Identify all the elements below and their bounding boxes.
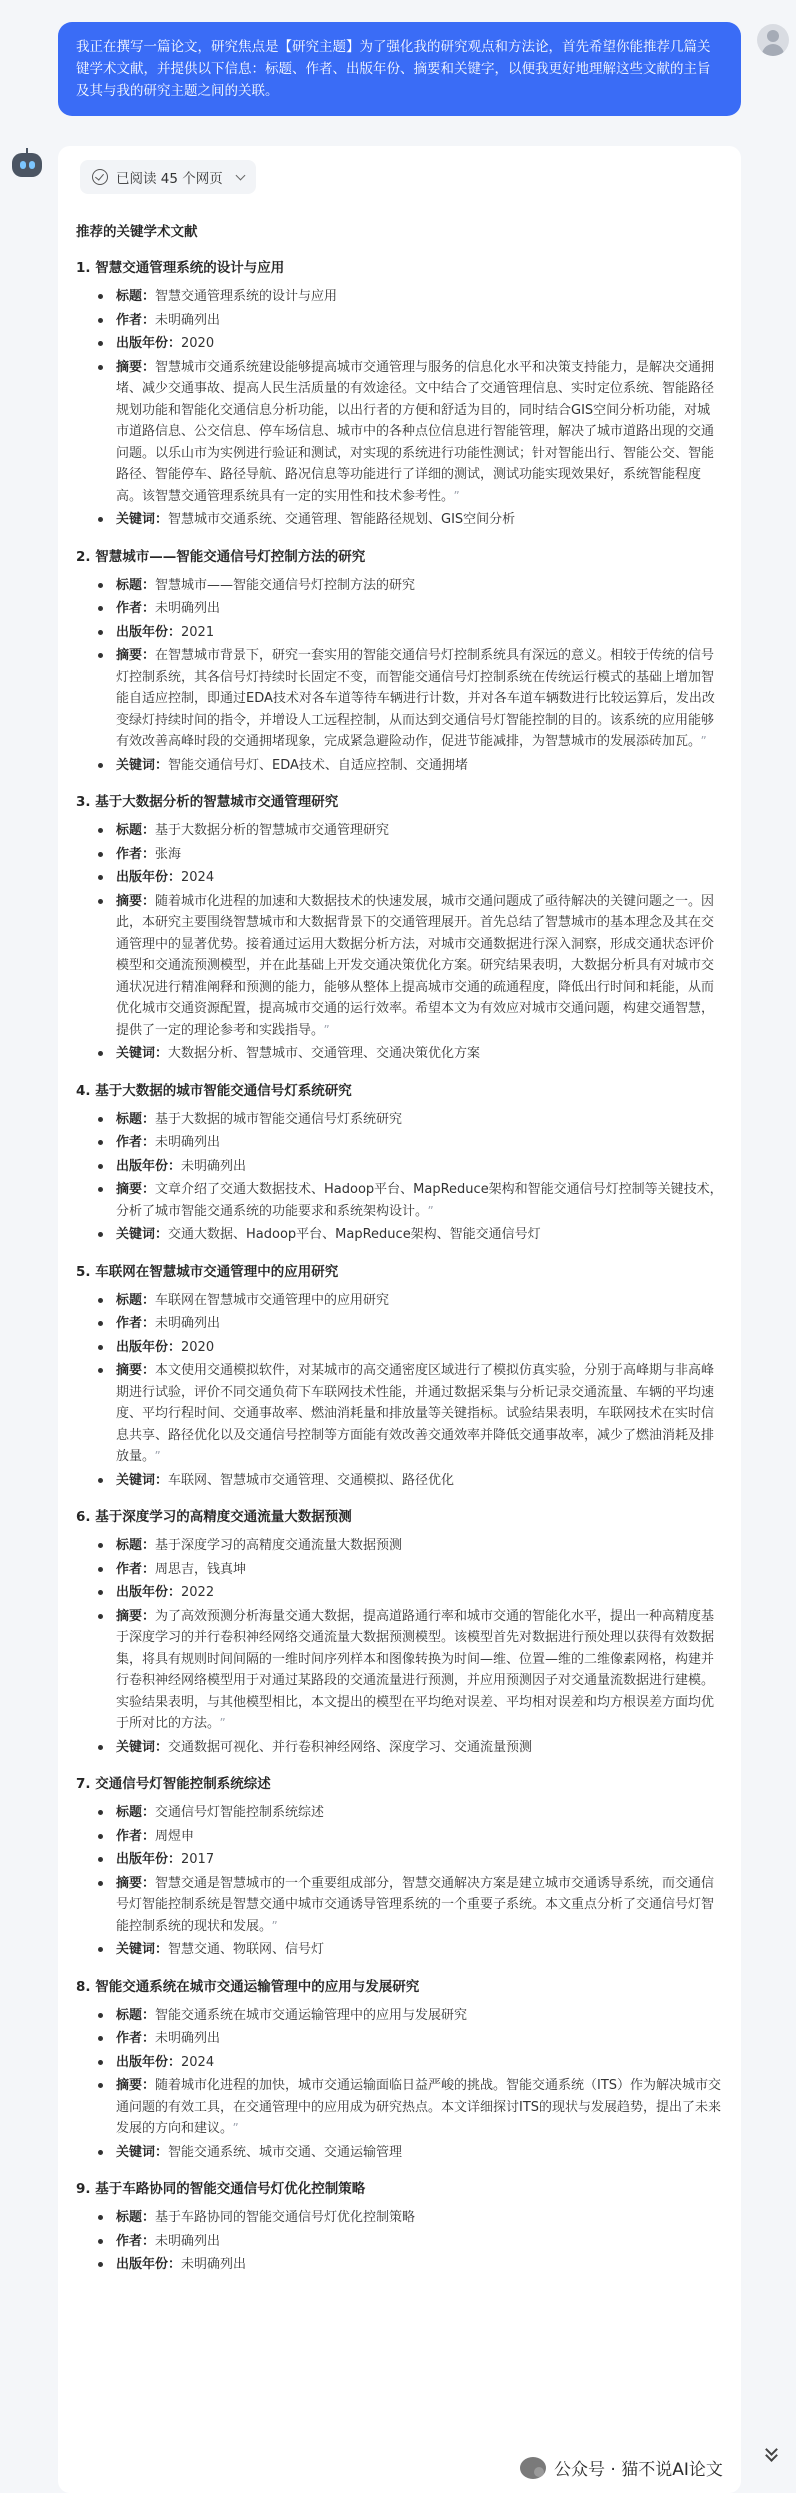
paper-section [76,1977,723,2164]
field-value: 2022 [181,1585,215,1600]
field-label: 摘要： [116,1608,156,1624]
paper-fields [76,2005,723,2164]
paper-heading: 5. 车联网在智慧城市交通管理中的应用研究 [76,1263,339,1280]
field-value: 周煜申 [155,1828,195,1844]
watermark [520,2455,723,2480]
field-label: 出版年份： [116,1585,182,1600]
read-webpages-toggle[interactable] [80,160,256,194]
paper-field-year [76,1337,723,1359]
field-value: 2020 [181,1339,215,1355]
citation-icon[interactable]: ” [219,1716,226,1730]
paper-field-year [76,622,723,644]
field-label: 出版年份： [116,2257,182,2272]
paper-field-keywords [76,1939,723,1961]
field-value: 智能交通系统在城市交通运输管理中的应用与发展研究 [155,2007,468,2023]
field-value: 大数据分析、智慧城市、交通管理、交通决策优化方案 [168,1046,481,1061]
robot-face-icon [12,153,42,177]
field-value: 未明确列出 [155,1316,221,1331]
paper-heading: 8. 智能交通系统在城市交通运输管理中的应用与发展研究 [76,1978,420,1995]
field-value: 在智慧城市背景下，研究一套实用的智能交通信号灯控制系统具有深远的意义。相较于传统的信号灯控制系统，其各信号灯持续时长固定不变，而智能交通信号灯控制系统在传统运行模式的基础上增加智能自适应控制，即通过EDA技术对各车道等待车辆进行计数，并对各车道车辆数进行比较运算后，发出改变绿灯持续时间的指令，并增设人工远程控制，从而达到交通信号灯智能控制的目的。该系统的应用能够有效改善高峰时段的交通拥堵现象，完成紧急避险动作，促进节能减排，为智慧城市的发展添砖加瓦。 [116,648,715,749]
field-value: 张海 [155,846,182,862]
paper-heading: 4. 基于大数据的城市智能交通信号灯系统研究 [76,1082,352,1099]
answer-heading: 推荐的关键学术文献 [76,224,198,240]
citation-icon[interactable]: ” [700,734,707,748]
paper-field-keywords [76,509,723,531]
paper-heading: 7. 交通信号灯智能控制系统综述 [76,1776,271,1792]
field-label: 出版年份： [116,2054,182,2070]
paper-field-title [76,1109,723,1131]
field-value: 2024 [181,2054,215,2070]
field-label: 关键词： [116,1227,169,1242]
field-value: 未明确列出 [155,312,221,328]
paper-field-title [76,1802,723,1824]
field-value: 本文使用交通模拟软件，对某城市的高交通密度区域进行了模拟仿真实验，分别于高峰期与非高峰期进行试验，评价不同交通负荷下车联网技术性能，并通过数据采集与分析记录交通流量、车辆的平均速度、平均行程时间、交通事故率、燃油消耗量和排放量等关键指标。试验结果表明，车联网技术在实时信息共享、路径优化以及交通信号控制等方面能有效改善交通效率并降低交通事故率，减少了燃油消耗及排放量。 [116,1363,715,1464]
robot-eye-icon [29,161,35,169]
field-label: 标题： [116,1111,156,1127]
read-webpages-label: 已阅读 45 个网页 [116,171,223,187]
field-value: 基于深度学习的高精度交通流量大数据预测 [155,1538,403,1553]
paper-field-keywords [76,1470,723,1492]
field-value: 智慧交通是智慧城市的一个重要组成部分，智慧交通解决方案是建立城市交通诱导系统，而交通信号灯智能控制系统是智慧交通中城市交通诱导管理系统的一个重要子系统。本文重点分析了交通信号灯智能控制系统的现状和发展。 [116,1875,715,1934]
paper-field-year [76,1849,723,1871]
field-label: 作者： [116,1561,156,1577]
field-label: 作者： [116,312,156,328]
field-label: 出版年份： [116,336,182,351]
paper-fields [76,286,723,531]
paper-field-keywords [76,2142,723,2164]
field-label: 作者： [116,846,156,862]
user-avatar[interactable] [757,24,789,56]
paper-field-year [76,867,723,889]
field-label: 摘要： [116,2078,156,2093]
paper-field-keywords [76,1224,723,1246]
paper-field-author [76,1313,723,1335]
citation-icon[interactable]: ” [427,1203,434,1218]
field-value: 车联网在智慧城市交通管理中的应用研究 [155,1292,390,1308]
paper-field-abstract [76,891,723,1042]
field-label: 作者： [116,1135,156,1150]
paper-fields [76,820,723,1065]
field-label: 作者： [116,1316,156,1331]
paper-fields [76,1109,723,1246]
field-value: 未明确列出 [155,1135,221,1150]
paper-heading: 3. 基于大数据分析的智慧城市交通管理研究 [76,794,339,810]
field-label: 关键词： [116,512,169,527]
paper-fields [76,1802,723,1961]
paper-field-author [76,1132,723,1154]
field-label: 标题： [116,2007,156,2023]
field-value: 未明确列出 [181,1158,247,1174]
field-value: 未明确列出 [155,2031,221,2046]
paper-field-year [76,2052,723,2074]
field-label: 摘要： [116,893,156,909]
field-label: 出版年份： [116,870,182,885]
paper-section [76,258,723,531]
field-label: 标题： [116,577,156,593]
paper-field-abstract [76,1360,723,1468]
citation-icon[interactable]: ” [453,488,460,503]
paper-field-author [76,1826,723,1848]
field-value: 周思吉，钱真坤 [155,1561,247,1577]
field-label: 出版年份： [116,1852,182,1867]
avatar-body-icon [762,44,784,56]
field-value: 2020 [181,336,215,351]
watermark-text: 公众号 · 猫不说AI论文 [554,2460,723,2480]
paper-field-year [76,1156,723,1178]
paper-field-author [76,2028,723,2050]
field-label: 作者： [116,2233,156,2249]
paper-fields [76,575,723,777]
paper-field-title [76,820,723,842]
field-value: 基于大数据分析的智慧城市交通管理研究 [155,823,390,838]
field-label: 关键词： [116,757,169,773]
paper-field-year [76,1582,723,1604]
paper-field-abstract [76,1606,723,1735]
paper-field-abstract [76,1873,723,1938]
field-value: 基于车路协同的智能交通信号灯优化控制策略 [155,2210,416,2225]
field-label: 出版年份： [116,624,182,640]
citation-icon[interactable]: ” [323,1022,330,1037]
assistant-avatar [10,148,44,182]
paper-field-keywords [76,755,723,777]
paper-field-abstract [76,1179,723,1222]
field-value: 2021 [181,624,215,640]
paper-section [76,1774,723,1961]
paper-field-author [76,1559,723,1581]
paper-field-abstract [76,645,723,753]
paper-heading: 9. 基于车路协同的智能交通信号灯优化控制策略 [76,2181,366,2197]
field-value: 智慧交通、物联网、信号灯 [168,1942,325,1957]
paper-field-author [76,310,723,332]
scroll-down-button[interactable] [758,2440,784,2466]
field-label: 出版年份： [116,1158,182,1174]
field-label: 关键词： [116,1472,169,1488]
field-label: 摘要： [116,1182,156,1197]
field-value: 随着城市化进程的加速和大数据技术的快速发展，城市交通问题成了亟待解决的关键问题之一。因此，本研究主要围绕智慧城市和大数据背景下的交通管理展开。首先总结了智慧城市的基本理念及其在交通管理中的显著优势。接着通过运用大数据分析方法，对城市交通数据进行深入洞察，形成交通状态评价模型和交通流预测模型，并在此基础上开发交通决策优化方案。研究结果表明，大数据分析具有对城市交通状况进行精准阐释和预测的能力，能够从整体上提高城市交通的疏通程度，降低出行时间和耗能，从而优化城市交通资源配置，提高城市交通的运行效率。希望本文为有效应对城市交通问题，构建交通智慧，提供了一定的理论参考和实践指导。 [116,893,715,1038]
field-label: 关键词： [116,1942,169,1957]
paper-field-title [76,286,723,308]
paper-field-year [76,2254,723,2276]
avatar-head-icon [767,30,779,42]
field-value: 2017 [181,1852,215,1867]
field-label: 标题： [116,1292,156,1308]
paper-section [76,792,723,1065]
paper-field-abstract [76,357,723,508]
field-label: 摘要： [116,648,156,663]
robot-eye-icon [20,161,26,169]
field-label: 作者： [116,1828,156,1844]
field-label: 标题： [116,823,156,838]
field-label: 标题： [116,1538,156,1553]
field-value: 交通大数据、Hadoop平台、MapReduce架构、智能交通信号灯 [168,1227,541,1242]
user-message-bubble: 我正在撰写一篇论文，研究焦点是【研究主题】为了强化我的研究观点和方法论，首先希望你能推荐几篇关键学术文献，并提供以下信息：标题、作者、出版年份、摘要和关键字，以便我更好地理解这些文献的主旨及其与我的研究主题之间的关联。 [58,22,741,116]
field-value: 文章介绍了交通大数据技术、Hadoop平台、MapReduce架构和智能交通信号灯控制等关键技术，分析了城市智能交通系统的功能要求和系统架构设计。 [116,1182,723,1219]
field-value: 随着城市化进程的加快，城市交通运输面临日益严峻的挑战。智能交通系统（ITS）作为解决城市交通问题的有效工具，在交通管理中的应用成为研究热点。本文详细探讨ITS的现状与发展趋势，提出了未来发展的方向和建议。 [116,2078,722,2136]
field-value: 智能交通系统、城市交通、交通运输管理 [168,2144,403,2160]
check-circle-icon [92,169,108,185]
assistant-answer-card [58,146,741,2493]
paper-heading: 6. 基于深度学习的高精度交通流量大数据预测 [76,1509,352,1525]
field-value: 为了高效预测分析海量交通大数据，提高道路通行率和城市交通的智能化水平，提出一种高精度基于深度学习的并行卷积神经网络交通流量大数据预测模型。该模型首先对数据进行预处理以获得有效数据集，将具有规则时间间隔的一维时间序列样本和图像转换为时间—维、位置—维的二维像素网格，构建并行卷积神经网络模型用于对通过某路段的交通流量进行预测，并应用预测因子对交通量流数据进行建模。实验结果表明，与其他模型相比，本文提出的模型在平均绝对误差、平均相对误差和均方根误差方面均优于所对比的方法。 [116,1608,715,1731]
paper-section [76,1262,723,1492]
field-value: 智慧交通管理系统的设计与应用 [155,289,338,304]
paper-field-title [76,1535,723,1557]
paper-field-title [76,1290,723,1312]
field-value: 交通数据可视化、并行卷积神经网络、深度学习、交通流量预测 [168,1739,533,1755]
paper-section [76,1081,723,1246]
paper-field-author [76,2231,723,2253]
field-label: 关键词： [116,1739,169,1755]
field-value: 智慧城市——智能交通信号灯控制方法的研究 [155,577,416,593]
paper-list [76,258,723,2276]
field-label: 摘要： [116,1875,156,1891]
field-value: 未明确列出 [155,2233,221,2249]
paper-section [76,1507,723,1758]
paper-field-title [76,575,723,597]
citation-icon[interactable]: ” [232,2121,239,2135]
field-label: 标题： [116,1805,156,1820]
paper-field-author [76,598,723,620]
field-value: 交通信号灯智能控制系统综述 [155,1805,325,1820]
field-label: 关键词： [116,2144,169,2160]
chevron-down-icon [235,171,245,181]
field-label: 摘要： [116,1363,156,1378]
field-value: 智慧城市交通系统建设能够提高城市交通管理与服务的信息化水平和决策支持能力，是解决交通拥堵、减少交通事故、提高人民生活质量的有效途径。文中结合了交通管理信息、实时定位系统、智能路径规划功能和智能化交通信息分析功能，以出行者的方便和舒适为目的，同时结合GIS空间分析功能，对城市道路信息、公交信息、停车场信息、城市中的各种点位信息进行智能管理，解决了城市道路出现的交通问题。以乐山市为实例进行验证和测试，对实现的系统进行功能性测试；针对智能出行、智能公交、智能路径、智能停车、路径导航、路况信息等功能进行了详细的测试，测试功能实现效果好，系统智能程度高。该智慧交通管理系统具有一定的实用性和技术参考性。 [116,359,715,504]
field-value: 基于大数据的城市智能交通信号灯系统研究 [155,1111,403,1127]
field-value: 未明确列出 [181,2257,247,2272]
field-value: 未明确列出 [155,601,221,616]
paper-field-year [76,333,723,355]
paper-heading: 2. 智慧城市——智能交通信号灯控制方法的研究 [76,548,366,565]
paper-section [76,2179,723,2276]
field-label: 作者： [116,601,156,616]
field-label: 标题： [116,289,156,304]
field-value: 2024 [181,870,215,885]
paper-fields [76,2207,723,2276]
field-label: 关键词： [116,1046,169,1061]
paper-fields [76,1290,723,1492]
field-label: 摘要： [116,359,156,375]
paper-section [76,547,723,777]
paper-field-abstract [76,2075,723,2140]
field-value: 车联网、智慧城市交通管理、交通模拟、路径优化 [168,1472,455,1488]
paper-field-author [76,844,723,866]
paper-heading: 1. 智慧交通管理系统的设计与应用 [76,260,285,276]
wechat-icon [520,2457,546,2479]
field-label: 作者： [116,2031,156,2046]
citation-icon[interactable]: ” [154,1449,161,1463]
paper-field-keywords [76,1737,723,1759]
field-label: 标题： [116,2210,156,2225]
paper-field-title [76,2207,723,2229]
citation-icon[interactable]: ” [271,1918,278,1933]
paper-field-keywords [76,1043,723,1065]
field-label: 出版年份： [116,1339,182,1355]
field-value: 智能交通信号灯、EDA技术、自适应控制、交通拥堵 [168,757,468,773]
field-value: 智慧城市交通系统、交通管理、智能路径规划、GIS空间分析 [168,512,516,527]
paper-fields [76,1535,723,1758]
paper-field-title [76,2005,723,2027]
